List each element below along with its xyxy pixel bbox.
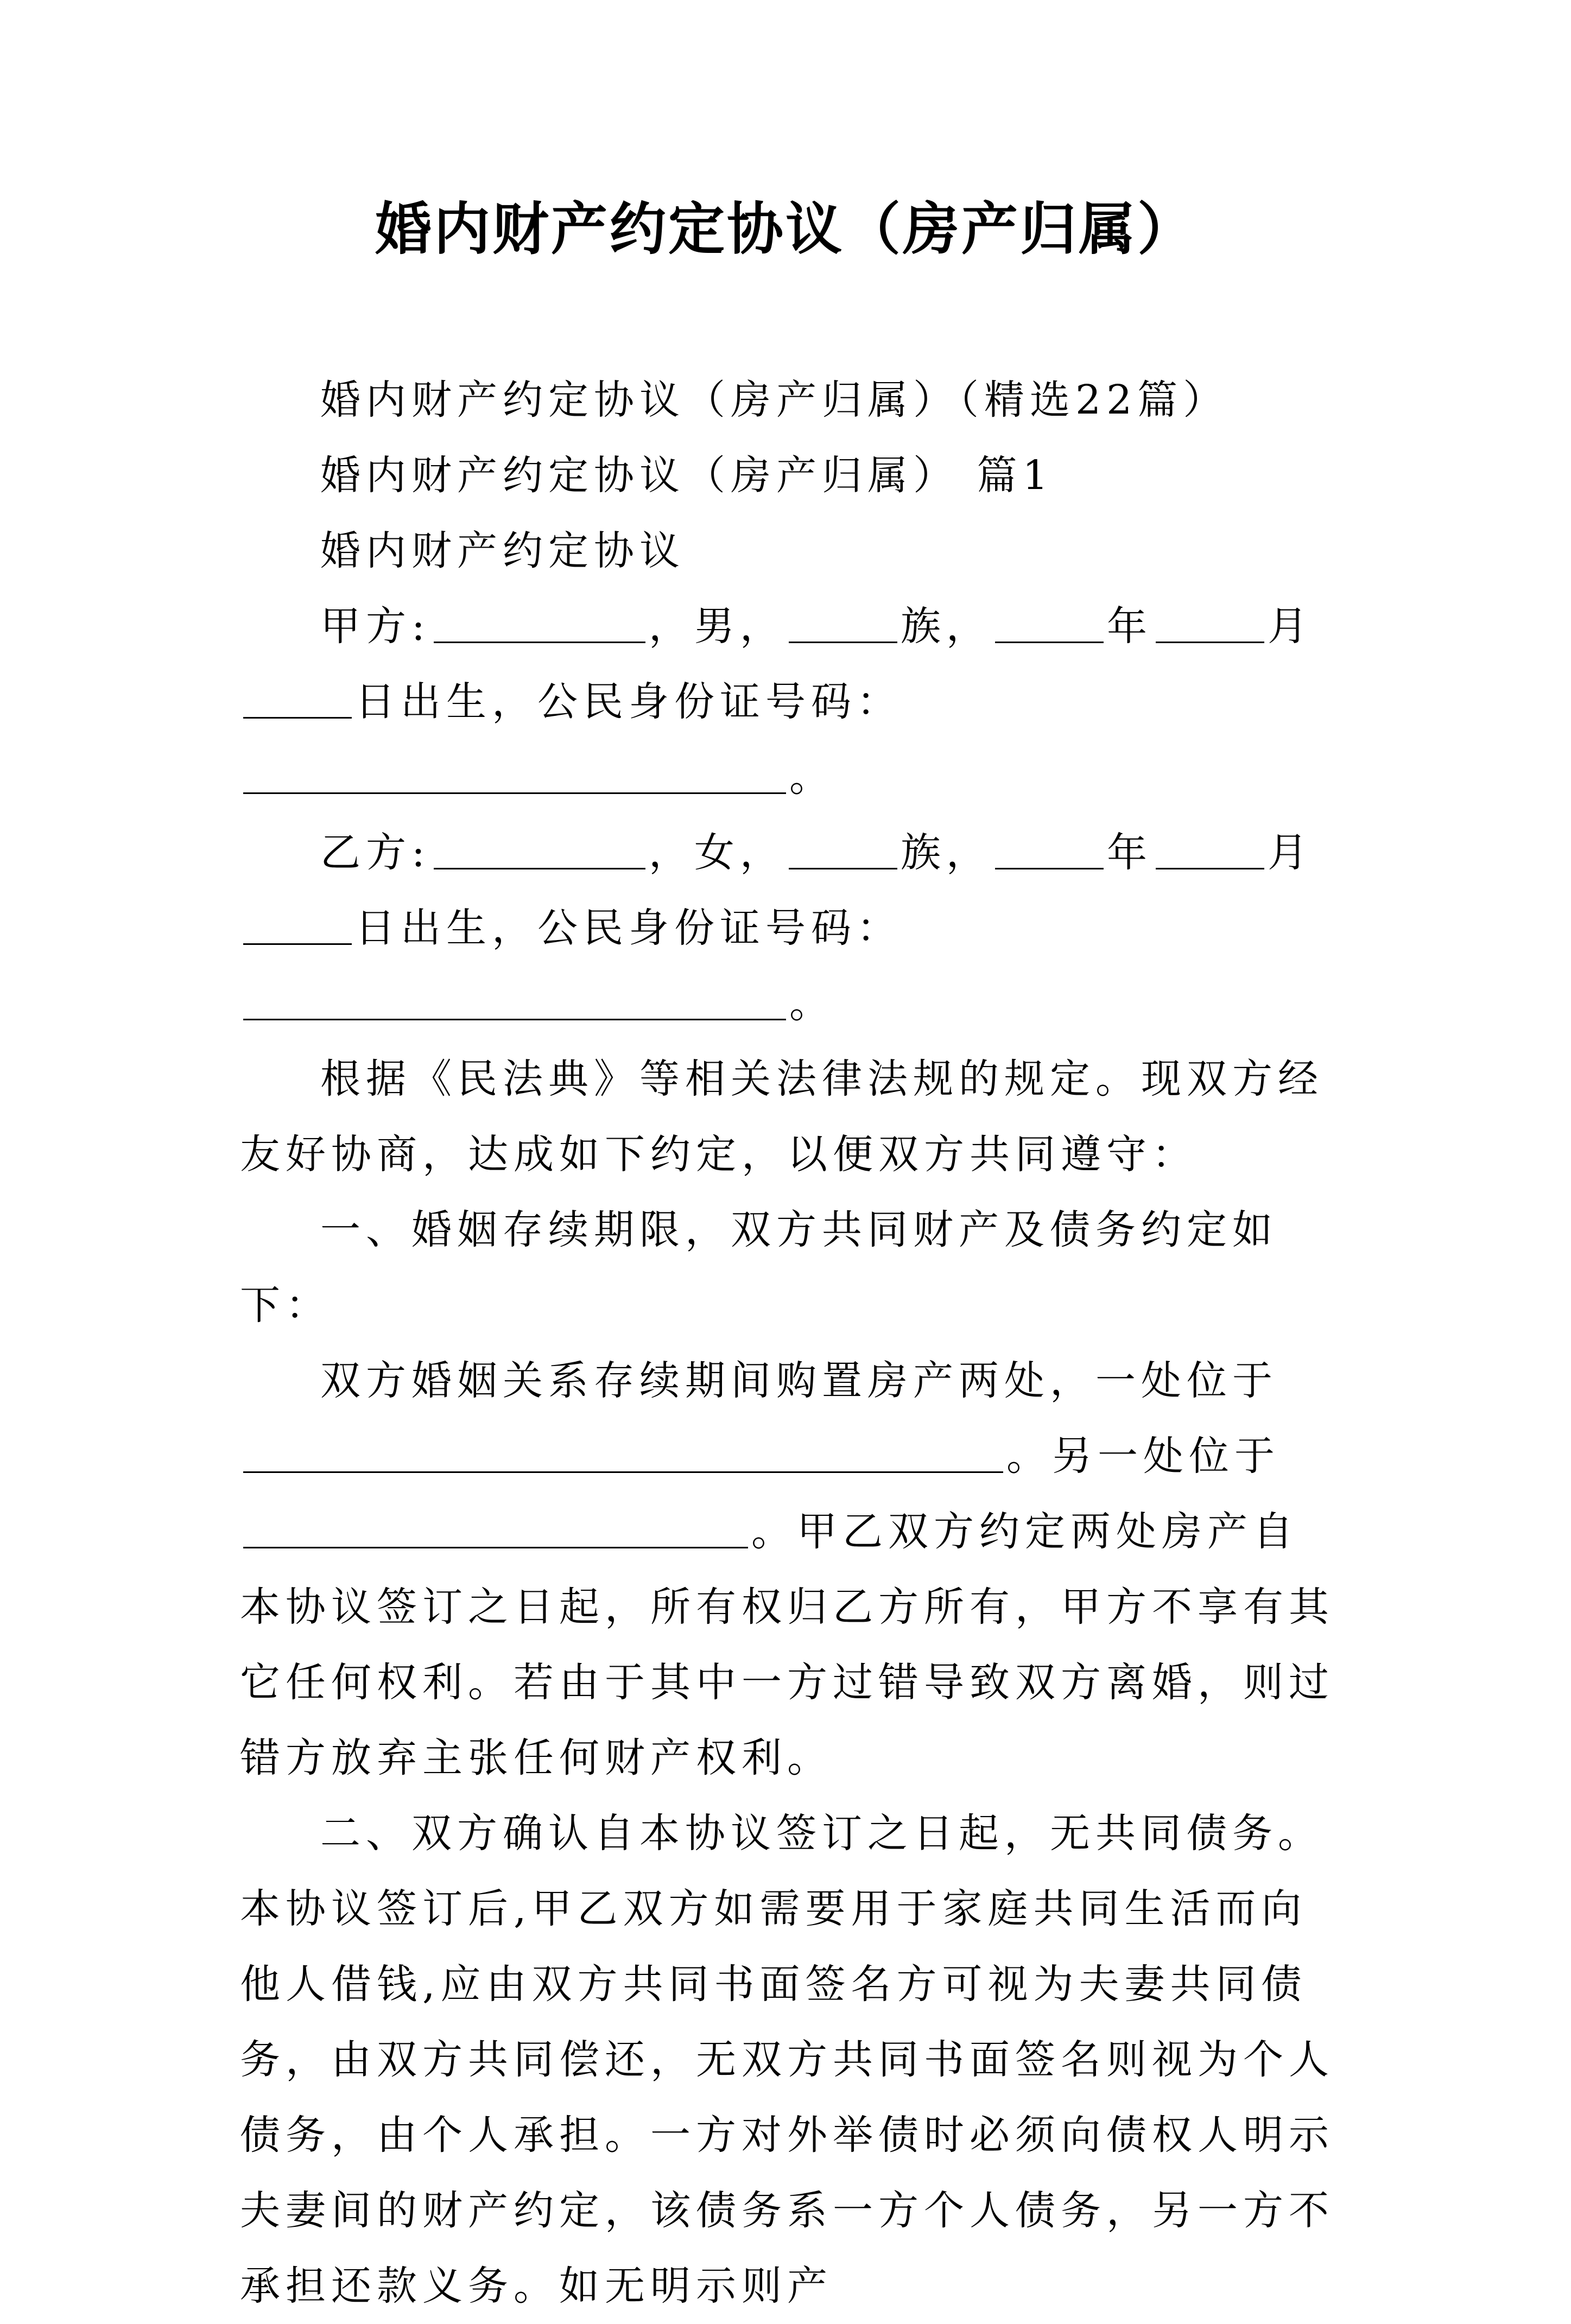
party-b-ethnic-blank [789,835,897,869]
party-b-month-blank [1156,835,1264,869]
party-a-paragraph [240,589,1343,815]
clause1-location1-blank [243,1439,1003,1473]
party-b-gender: ，女， [648,829,786,876]
intro-line: 婚内财产约定协议（房产归属）（精选22篇） [320,377,1229,423]
clause1-part-a: 双方婚姻关系存续期间购置房产两处，一处位于 [320,1357,1278,1404]
agreement-title: 婚内财产约定协议 [320,528,685,574]
party-a-month: 月 [1267,603,1313,650]
party-a-day-blank [243,684,352,719]
party-a-ethnic-blank [789,609,897,643]
document-title: 婚内财产约定协议（房产归属） [375,196,1196,262]
basis-paragraph: 根据《民法典》等相关法律法规的规定。现双方经友好协商，达成如下约定，以便双方共同遵守： [240,1056,1323,1178]
party-b-end: 。 [789,980,835,1027]
clause1-part-b: 。另一处位于 [1006,1433,1280,1480]
party-b-birth-id: 日出生，公民身份证号码： [355,905,902,951]
party-a-year: 年 [1106,603,1152,650]
clause1-heading: 一、婚姻存续期限，双方共同财产及债务约定如下： [240,1207,1278,1329]
clause1-paragraph [240,1343,1343,1796]
party-b-year: 年 [1106,829,1152,876]
clause2-paragraph: 二、双方确认自本协议签订之日起，无共同债务。本协议签订后,甲乙双方如需要用于家庭共同生活而向他人借钱,应由双方共同书面签名方可视为夫妻共同债务，由双方共同偿还，无双方共同书面签名则视为个人债务，由个人承担。一方对外举债时必须向债权人明示夫妻间的财产约定，该债务系一方个人债务，另一方不承担还款义务。如无明示则产 [240,1810,1334,2309]
party-a-birth-id: 日出生，公民身份证号码： [355,678,902,725]
party-a-gender: ，男， [648,603,786,650]
party-a-end: 。 [789,754,835,801]
party-a-ethnic: 族， [900,603,992,650]
party-b-paragraph [240,815,1343,1042]
party-a-id-blank [243,760,786,794]
clause1-part-c: 。甲乙双方约定两处房产自本协议签订之日起，所有权归乙方所有，甲方不享有其它任何权利。若由于其中一方过错导致双方离婚，则过错方放弃主张任何财产权利。 [240,1508,1334,1781]
party-b-month: 月 [1267,829,1313,876]
party-a-label: 甲方: [320,603,430,650]
party-b-name-blank [434,835,645,869]
party-a-year-blank [995,609,1104,643]
document-body [240,363,1343,2324]
part-heading: 婚内财产约定协议（房产归属） 篇1 [320,452,1054,499]
party-a-month-blank [1156,609,1264,643]
party-b-id-blank [243,986,786,1020]
party-b-day-blank [243,911,352,945]
party-b-ethnic: 族， [900,829,992,876]
clause1-location2-blank [243,1514,748,1548]
party-b-label: 乙方: [320,829,430,876]
party-b-year-blank [995,835,1104,869]
party-a-name-blank [434,609,645,643]
